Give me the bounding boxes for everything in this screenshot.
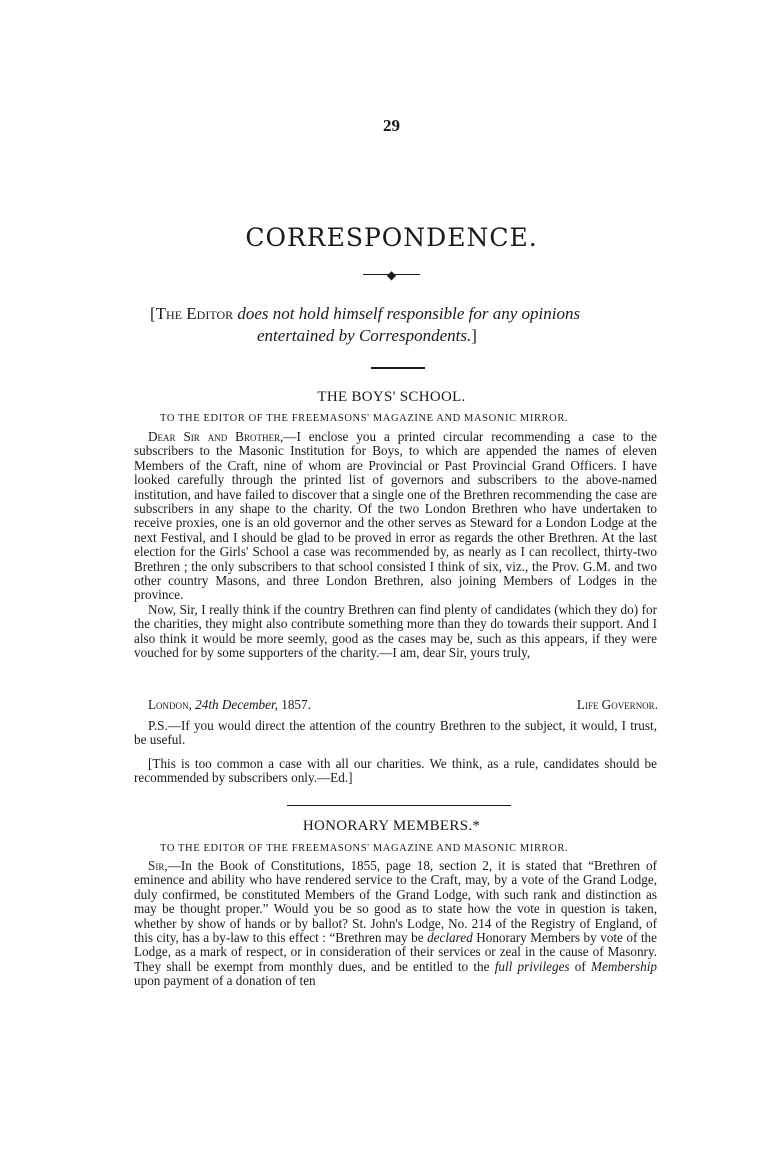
section-title-honorary-members: HONORARY MEMBERS.*	[302, 818, 481, 834]
letter-signoff	[148, 697, 658, 713]
letter-place: London,	[148, 697, 192, 712]
title-ornament	[0, 268, 783, 281]
letter-text: of	[569, 958, 592, 974]
letter-text: Honorary Members by vote of the Lodge, as a mark of respect, or in consideration of their services or zeal in the cause of Masonry. They shall be exempt from monthly dues, and be entitled to the	[134, 930, 657, 974]
letter-signature: Life Governor.	[576, 697, 658, 712]
editor-disclaimer	[150, 303, 645, 347]
letter-paragraph	[134, 859, 657, 989]
diamond-icon: ◆	[386, 267, 397, 282]
letter-paragraph	[134, 430, 657, 603]
letter-date: 24th December,	[195, 697, 278, 712]
emphasis-full-privileges: full privileges	[494, 958, 570, 974]
page-number: 29	[383, 116, 400, 135]
editor-note	[134, 757, 657, 786]
disclaimer-line1: does not hold himself responsible for any opinions	[237, 304, 581, 323]
letter-salutation: Sir,	[148, 858, 168, 873]
emphasis-membership: Membership	[591, 958, 657, 974]
to-editor-heading: TO THE EDITOR OF THE FREEMASONS' MAGAZINE AND MASONIC MIRROR.	[160, 413, 569, 424]
postscript	[134, 719, 657, 748]
editor-note-text: [This is too common a case with all our charities. We think, as a rule, candidates should be recommended by subscribers only.—Ed.]	[134, 756, 657, 786]
letter-honorary-members	[134, 859, 657, 989]
letter-salutation: Dear Sir and Brother,	[148, 429, 284, 444]
page-title: CORRESPONDENCE.	[245, 223, 538, 252]
emphasis-declared: declared	[427, 930, 473, 946]
letter-year: 1857.	[281, 697, 311, 712]
divider-short	[371, 367, 425, 369]
letter-paragraph: Now, Sir, I really think if the country Brethren can find plenty of candidates (which they do) for the charities, they might also contribute something more than they do towards their support. And I also think it would be more seemly, good as the cases may be, such as this appears, if they were vouched for by some supporters of the charity.—I am, dear Sir, yours truly,	[134, 601, 657, 661]
postscript-text: P.S.—If you would direct the attention of the country Brethren to the subject, it would, I trust, be useful.	[134, 718, 657, 748]
letter-text: —In the Book of Constitutions, 1855, page 18, section 2, it is stated that “Brethren of eminence and ability who have rendered service to the Craft, may, by a vote of the Grand Lodge, duly confirmed, be constituted Members of the Grand Lodge, with such rank and distinction as may be thought proper.” Would you be so good as to state how the vote in question is taken, whether by show of hands or by ballot? St. John's Lodge, No. 214 of the Registry of England, of this city, has a by-law to this effect : “Brethren may be	[134, 858, 657, 946]
divider-long	[287, 805, 511, 806]
letter-paragraph-text: —I enclose you a printed circular recommending a case to the subscribers to the Masonic Institution for Boys, to which are appended the names of eleven Members of the Craft, nine of whom are Provincial or Past Provincial Grand Officers. I have looked carefully through the printed list of governors and subscribers to the above-named institution, and have failed to discover that a single one of the Brethren recommending the case are subscribers in any shape to the charity. Of the two London Brethren who have undertaken to receive proxies, one is an old governor and the other serves as Steward for a London Lodge at the next Festival, and I should be glad to be proved in error as regards the other Brethren. At the last election for the Girls' School a case was recommended by, as nearly as I can recollect, thirty-two Brethren ; the only subscribers to that school consisted I think of six, viz., the Prov. G.M. and two other country Masons, and three London Brethren, also joining Members of Lodges in the province.	[134, 429, 658, 603]
to-editor-heading: TO THE EDITOR OF THE FREEMASONS' MAGAZINE AND MASONIC MIRROR.	[160, 843, 569, 854]
letter-text: upon payment of a donation of ten	[134, 973, 316, 989]
section-title-boys-school: THE BOYS' SCHOOL.	[317, 389, 466, 405]
disclaimer-close-bracket: ]	[471, 326, 477, 345]
letter-boys-school	[134, 430, 657, 661]
disclaimer-open-bracket: [	[150, 304, 156, 323]
disclaimer-line2: entertained by Correspondents.	[257, 326, 472, 345]
disclaimer-editor: The Editor	[155, 304, 234, 323]
